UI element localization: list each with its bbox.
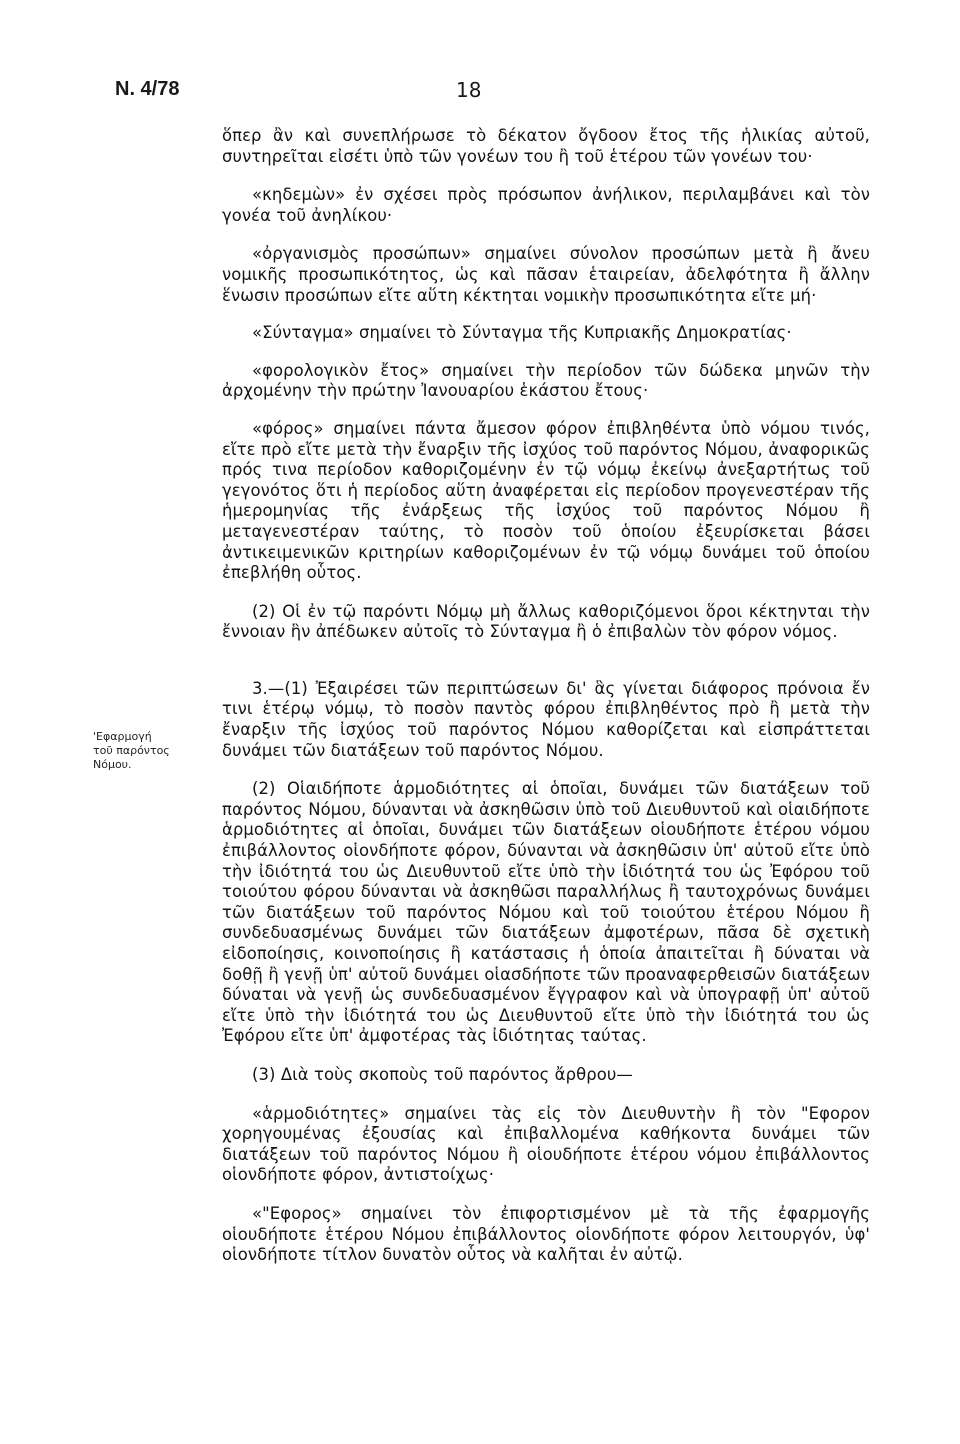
paragraph-continuation: ὅπερ ἂν καὶ συνεπλήρωσε τὸ δέκατον ὄγδοον ἔτος τῆς ἡλικίας αὐτοῦ, συντηρεῖται εἰσέτι ὑπὸ τῶν γονέων του ἢ τοῦ ἑτέρου τῶν γονέων του·: [222, 126, 870, 166]
margin-note-line: Νόμου.: [93, 758, 132, 771]
definition-armodiotites: «ἁρμοδιότητες» σημαίνει τὰς εἰς τὸν Διευθυντὴν ἢ τὸν "Εφορον χορηγουμένας ἐξουσίας καὶ ἐπιβαλλομένα καθήκοντα δυνάμει τῶν διατάξεων τοῦ παρόντος Νόμου ἢ οἱουδήποτε ἑτέρου νόμου ἐπιβάλλοντος οἱονδήποτε φόρον, ἀντιστοίχως·: [222, 1103, 870, 1185]
margin-note-line: τοῦ παρόντος: [93, 744, 170, 757]
section-3-subsection-1: 3.—(1) Ἐξαιρέσει τῶν περιπτώσεων δι' ἃς γίνεται διάφορος πρόνοια ἔν τινι ἑτέρῳ νόμῳ, τὸ ποσὸν παντὸς φόρου ἐπιβληθέντος πρὸ ἢ μετὰ τὴν ἔναρξιν τῆς ἰσχύος τοῦ παρόντος Νόμου καθορίζεται καὶ εἰσπράττεται δυνάμει τῶν διατάξεων τοῦ παρόντος Νόμου.: [222, 678, 870, 760]
definition-organismos: «ὀργανισμὸς προσώπων» σημαίνει σύνολον προσώπων μετὰ ἢ ἄνευ νομικῆς προσωπικότητος, ὡς καὶ πᾶσαν ἑταιρείαν, ἀδελφότητα ἢ ἄλλην ἕνωσιν προσώπων εἴτε αὕτη κέκτηται νομικὴν προσωπικότητα εἴτε μή·: [222, 244, 870, 305]
definition-syntagma: «Σύνταγμα» σημαίνει τὸ Σύνταγμα τῆς Κυπριακῆς Δημοκρατίας·: [252, 323, 792, 343]
definition-forologikon-etos: «φορολογικὸν ἔτος» σημαίνει τὴν περίοδον τῶν δώδεκα μηνῶν τὴν ἀρχομένην τὴν πρώτην Ἰανουαρίου ἑκάστου ἔτους·: [222, 360, 870, 401]
definition-eforos: «"Εφορος» σημαίνει τὸν ἐπιφορτισμένον μὲ τὰ τῆς ἐφαρμογῆς οἱουδήποτε ἑτέρου Νόμου ἐπιβάλλοντος οἱονδήποτε φόρον λειτουργόν, ὑφ' οἱονδήποτε τίτλον δυνατὸν οὗτος νὰ καλῆται ἐν αὐτῷ.: [222, 1203, 870, 1265]
page-number: 18: [456, 78, 482, 102]
definition-kidemon: «κηδεμὼν» ἐν σχέσει πρὸς πρόσωπον ἀνήλικον, περιλαμβάνει καὶ τὸν γονέα τοῦ ἀνηλίκου·: [222, 185, 870, 225]
margin-note-line: 'Εφαρμογή: [93, 730, 152, 743]
document-body: [222, 126, 870, 1266]
section-3-subsection-2: (2) Οἱαιδήποτε ἁρμοδιότητες αἱ ὁποῖαι, δυνάμει τῶν διατάξεων τοῦ παρόντος Νόμου, δύνανται νὰ ἀσκηθῶσιν ὑπὸ τοῦ Διευθυντοῦ καὶ οἱαιδήποτε ἁρμοδιότητες αἱ ὁποῖαι, δυνάμει τῶν διατάξεων οἱουδήποτε ἑτέρου νόμου ἐπιβάλλοντος οἱονδήποτε φόρον, δύνανται νὰ ἀσκηθῶσιν ὑπ' αὐτοῦ εἴτε ὑπὸ τὴν ἰδιότητά του ὡς Διευθυντοῦ εἴτε ὑπὸ τὴν ἰδιότητά του ὡς Ἐφόρου τοῦ τοιούτου φόρου δύνανται νὰ ἀσκηθῶσι παραλλήλως ἢ ταυτοχρόνως δυνάμει τῶν διατάξεων τοῦ παρόντος Νόμου καὶ τοῦ τοιούτου ἑτέρου Νόμου ἢ συνδεδυασμένως δυνάμει τῶν διατάξεων ἀμφοτέρων, πᾶσα δὲ σχετικὴ εἰδοποίησις, κοινοποίησις ἢ κατάστασις ἡ ὁποία ἀπαιτεῖται ἢ δύναται νὰ δοθῇ ἢ γενῇ ὑπ' αὐτοῦ δυνάμει οἱασδήποτε τῶν προαναφερθεισῶν διατάξεων δύναται νὰ γενῇ ὡς συνδεδυασμένον ἔγγραφον καὶ νὰ ὑπογραφῇ ὑπ' αὐτοῦ εἴτε ὑπὸ τὴν ἰδιότητά του ὡς Διευθυντοῦ εἴτε ὑπὸ τὴν ἰδιότητά του ὡς Ἐφόρου εἴτε ὑπ' ἀμφοτέρας τὰς ἰδιότητας ταύτας.: [222, 779, 870, 1046]
law-number: N. 4/78: [115, 78, 180, 100]
definition-foros: «φόρος» σημαίνει πάντα ἄμεσον φόρον ἐπιβληθέντα ὑπὸ νόμου τινός, εἴτε πρὸ εἴτε μετὰ τὴν ἔναρξιν τῆς ἰσχύος τοῦ παρόντος Νόμου, ἀναφορικῶς πρός τινα περίοδον καθοριζομένην ἐν τῷ νόμῳ ἐκείνῳ ἀνεξαρτήτως τοῦ γεγονότος ὅτι ἡ περίοδος αὕτη ἀναφέρεται εἰς περίοδον προγενεστέραν τῆς ἡμερομηνίας τῆς ἐνάρξεως τῆς ἰσχύος τοῦ παρόντος Νόμου ἢ μεταγενεστέραν ταύτης, τὸ ποσὸν τοῦ ὁποίου ἐξευρίσκεται βάσει ἀντικειμενικῶν κριτηρίων καθοριζομένων ἐν τῷ νόμῳ δυνάμει τοῦ ὁποίου ἐπεβλήθη οὗτος.: [222, 418, 870, 583]
subsection-2: (2) Οἱ ἐν τῷ παρόντι Νόμῳ μὴ ἄλλως καθοριζόμενοι ὅροι κέκτηνται τὴν ἔννοιαν ἣν ἀπέδωκεν αὐτοῖς τὸ Σύνταγμα ἢ ὁ ἐπιβαλὼν τὸν φόρον νόμος.: [222, 601, 870, 642]
margin-note: [93, 730, 171, 772]
section-3-subsection-3: (3) Διὰ τοὺς σκοποὺς τοῦ παρόντος ἄρθρου—: [252, 1064, 633, 1084]
